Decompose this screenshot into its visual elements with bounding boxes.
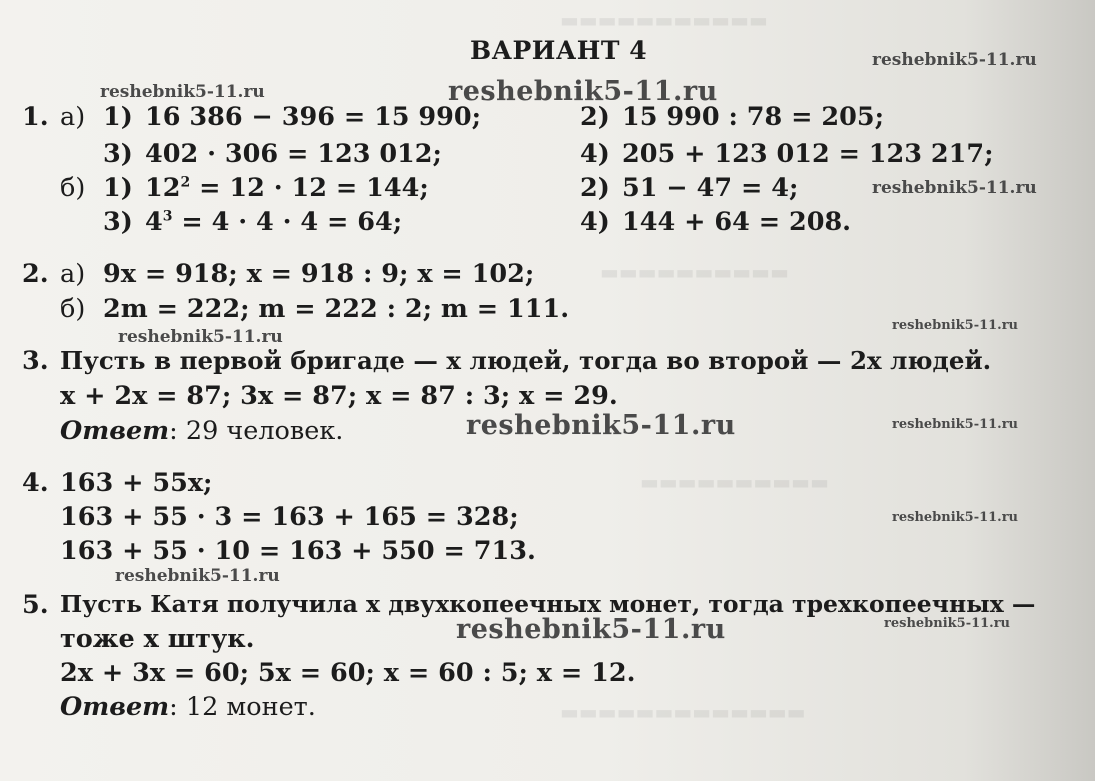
problem-2a-expression: 9x = 918; x = 918 : 9; x = 102; xyxy=(103,259,535,289)
problem-1a1-expression: 16 386 − 396 = 15 990; xyxy=(145,102,482,132)
problem-1b4-expression: 144 + 64 = 208. xyxy=(622,207,852,237)
watermark: reshebnik5-11.ru xyxy=(872,50,1037,70)
problem-1b2-expression: 51 − 47 = 4; xyxy=(622,173,799,203)
problem-1a4-expression: 205 + 123 012 = 123 217; xyxy=(622,139,994,169)
problem-1b1-base: 12 xyxy=(145,173,181,203)
problem-2b-label: б) xyxy=(60,294,86,324)
watermark: reshebnik5-11.ru xyxy=(892,318,1019,333)
watermark: reshebnik5-11.ru xyxy=(466,410,736,441)
problem-1b1-exponent: 2 xyxy=(180,174,191,191)
problem-1b3-label: 3) xyxy=(103,207,133,237)
problem-1b1-rest: = 12 · 12 = 144; xyxy=(190,173,429,203)
problem-1a-label: а) xyxy=(60,102,86,132)
problem-1-number: 1. xyxy=(22,102,49,132)
page-title: ВАРИАНТ 4 xyxy=(470,36,648,65)
problem-1b-label: б) xyxy=(60,173,86,203)
problem-1a4-label: 4) xyxy=(580,139,610,169)
problem-1b1-label: 1) xyxy=(103,173,133,203)
watermark: reshebnik5-11.ru xyxy=(884,616,1011,631)
answer-label: Ответ xyxy=(60,416,170,446)
problem-4-number: 4. xyxy=(22,468,49,498)
problem-1a1-label: 1) xyxy=(103,102,133,132)
problem-3-line-2: x + 2x = 87; 3x = 87; x = 87 : 3; x = 29. xyxy=(60,381,618,411)
problem-1b1-expression xyxy=(145,173,429,203)
watermark: reshebnik5-11.ru xyxy=(872,178,1037,198)
page-bleed-through: ▬▬▬▬▬▬▬▬▬▬▬ ▬▬▬▬▬▬▬▬▬▬ ▬▬▬▬▬▬▬▬▬▬ ▬▬▬▬▬▬▬▬▬▬▬▬▬ xyxy=(560,8,829,724)
watermark: reshebnik5-11.ru xyxy=(118,327,283,347)
problem-5-line-2: тоже x штук. xyxy=(60,624,255,654)
watermark: reshebnik5-11.ru xyxy=(456,614,726,645)
problem-1a2-expression: 15 990 : 78 = 205; xyxy=(622,102,885,132)
watermark: reshebnik5-11.ru xyxy=(448,76,718,107)
problem-1b3-base: 4 xyxy=(145,207,163,237)
problem-4-line-3: 163 + 55 · 10 = 163 + 550 = 713. xyxy=(60,536,536,566)
problem-1b4-label: 4) xyxy=(580,207,610,237)
problem-2b-expression: 2m = 222; m = 222 : 2; m = 111. xyxy=(103,294,570,324)
problem-2a-label: а) xyxy=(60,259,86,289)
problem-3-line-1: Пусть в первой бригаде — x людей, тогда во второй — 2x людей. xyxy=(60,346,992,375)
problem-5-line-1: Пусть Катя получила x двухкопеечных монет, тогда трехкопеечных — xyxy=(60,590,1036,618)
problem-1b3-rest: = 4 · 4 · 4 = 64; xyxy=(172,207,403,237)
problem-1a3-expression: 402 · 306 = 123 012; xyxy=(145,139,442,169)
problem-3-number: 3. xyxy=(22,346,49,376)
problem-2-number: 2. xyxy=(22,259,49,289)
answer-value: : 29 человек. xyxy=(169,416,344,446)
problem-1b3-expression xyxy=(145,207,402,237)
problem-1b2-label: 2) xyxy=(580,173,610,203)
problem-4-line-1: 163 + 55x; xyxy=(60,468,213,498)
problem-1b3-exponent: 3 xyxy=(162,208,173,225)
watermark: reshebnik5-11.ru xyxy=(892,417,1019,432)
watermark: reshebnik5-11.ru xyxy=(115,566,280,586)
answer-label: Ответ xyxy=(60,692,170,722)
watermark: reshebnik5-11.ru xyxy=(100,82,265,102)
problem-1a3-label: 3) xyxy=(103,139,133,169)
answer-value: : 12 монет. xyxy=(169,692,316,722)
problem-5-number: 5. xyxy=(22,590,49,620)
problem-5-line-3: 2x + 3x = 60; 5x = 60; x = 60 : 5; x = 12. xyxy=(60,658,636,688)
watermark: reshebnik5-11.ru xyxy=(892,510,1019,525)
problem-3-answer xyxy=(60,416,343,446)
problem-1a2-label: 2) xyxy=(580,102,610,132)
problem-4-line-2: 163 + 55 · 3 = 163 + 165 = 328; xyxy=(60,502,519,532)
problem-5-answer xyxy=(60,692,316,722)
